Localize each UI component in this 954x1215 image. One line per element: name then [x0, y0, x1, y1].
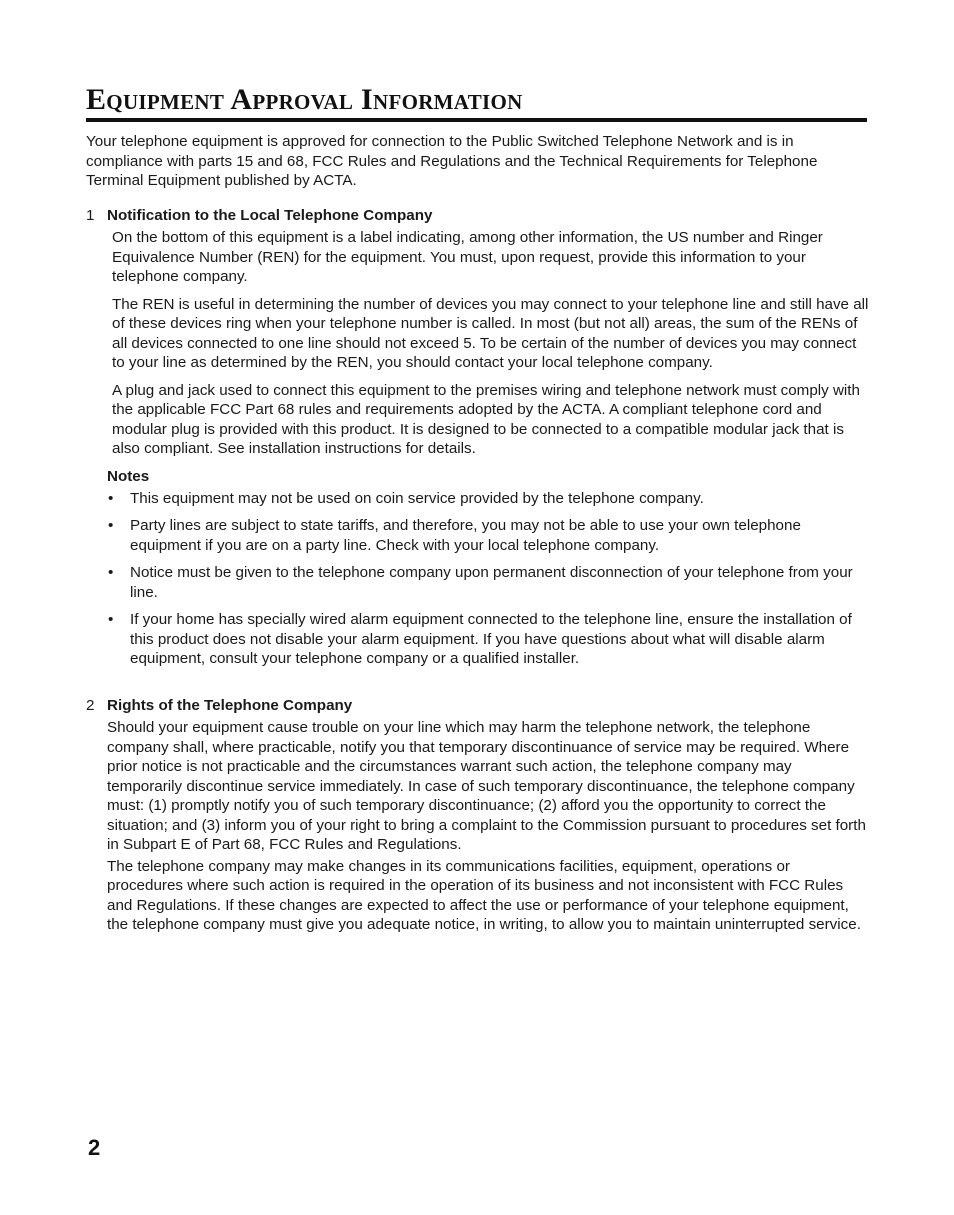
section-heading	[86, 696, 876, 716]
section-number: 2	[86, 697, 95, 714]
section-heading	[86, 206, 876, 226]
paragraph: On the bottom of this equipment is a label indicating, among other information, the US number and Ringer Equivalence Number (REN) for the equipment. You must, upon request, provide this information to your telephone company.	[112, 229, 823, 285]
section-title: Notification to the Local Telephone Company	[107, 207, 433, 224]
bullet-icon: •	[108, 517, 114, 534]
note-text: This equipment may not be used on coin service provided by the telephone company.	[130, 489, 704, 507]
notes-list	[86, 489, 876, 669]
list-item	[86, 610, 860, 669]
list-item	[86, 516, 860, 555]
paragraph: A plug and jack used to connect this equipment to the premises wiring and telephone network must comply with the applicable FCC Part 68 rules and requirements adopted by the ACTA. A compliant telephone cord and modular plug is provided with this product. It is designed to be connected to a compatible modular jack that is also compliant. See installation instructions for details.	[112, 381, 860, 457]
paragraph: The REN is useful in determining the number of devices you may connect to your telephone line and still have all of these devices ring when your telephone number is called. In most (but not all) areas, the sum of the RENs of all devices connected to one line should not exceed 5. To be certain of the number of devices you may connect to your line as determined by the REN, you should contact your local telephone company.	[112, 295, 869, 371]
bullet-icon: •	[108, 611, 114, 628]
note-text: Party lines are subject to state tariffs, and therefore, you may not be able to use your own telephone equipment if you are on a party line. Check with your local telephone company.	[130, 517, 801, 554]
intro-paragraph: Your telephone equipment is approved for connection to the Public Switched Telephone Network and is in compliance with parts 15 and 68, FCC Rules and Regulations and the Technical Requirements for Telephone Terminal Equipment published by ACTA.	[86, 133, 818, 189]
paragraph: The telephone company may make changes in its communications facilities, equipment, operations or procedures where such action is required in the operation of its business and not inconsistent with FCC Rules and Regulations. If these changes are expected to affect the use or performance of your telephone equipment, the telephone company must give you adequate notice, in writing, to allow you to maintain uninterrupted service.	[107, 857, 861, 933]
section-body	[112, 228, 872, 459]
bullet-icon: •	[108, 564, 114, 581]
bullet-icon: •	[108, 489, 114, 507]
notes-heading: Notes	[107, 467, 150, 485]
paragraph: Should your equipment cause trouble on your line which may harm the telephone network, the telephone company shall, where practicable, notify you that temporary discontinuance of service may be required. Where prior notice is not practicable and the circumstances warrant such action, the telephone company may temporarily discontinue service immediately. In case of such temporary discontinuance, the telephone company must: (1) promptly notify you of such temporary discontinuance; (2) afford you the opportunity to correct the situation; and (3) inform you of your right to bring a complaint to the Commission pursuant to procedures set forth in Subpart E of Part 68, FCC Rules and Regulations.	[107, 719, 866, 853]
section-body	[107, 718, 867, 935]
section-title: Rights of the Telephone Company	[107, 697, 353, 714]
section-notification	[86, 206, 876, 677]
page-number: 2	[88, 1135, 101, 1160]
list-item	[86, 563, 860, 602]
list-item	[86, 489, 860, 509]
title-underline	[86, 118, 867, 122]
note-text: If your home has specially wired alarm equipment connected to the telephone line, ensure the installation of this product does not disable your alarm equipment. If you have questions about what will disable alarm equipment, consult your telephone company or a qualified installer.	[130, 611, 852, 667]
page-title: Equipment Approval Information	[86, 83, 523, 116]
section-rights	[86, 696, 876, 937]
note-text: Notice must be given to the telephone company upon permanent disconnection of your telephone from your line.	[130, 564, 853, 601]
section-number: 1	[86, 207, 95, 224]
